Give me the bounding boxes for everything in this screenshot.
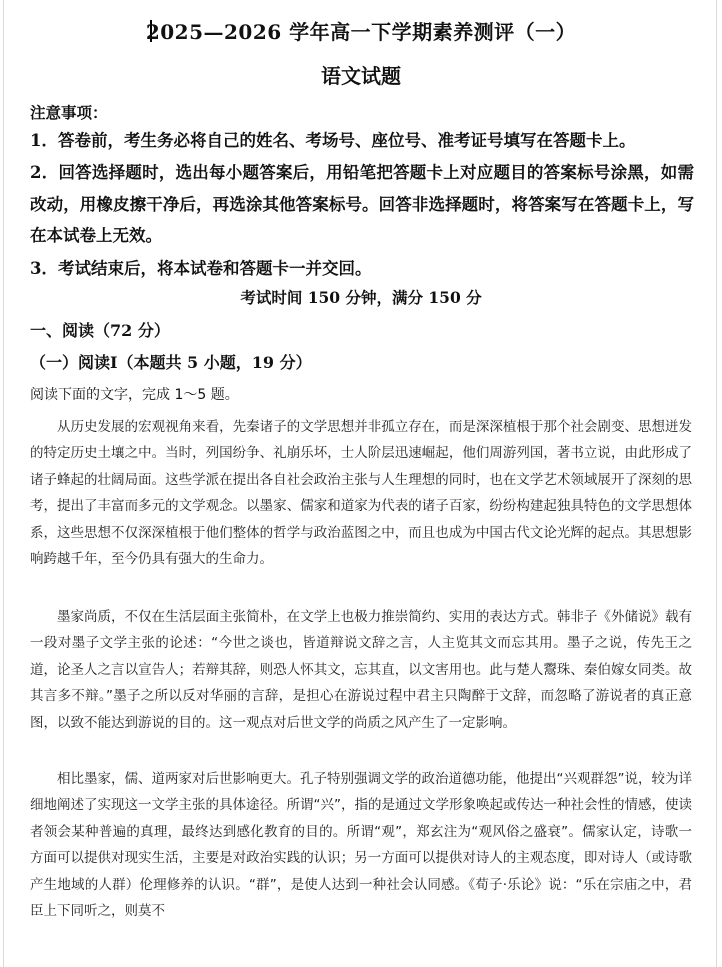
page-left-edge [3, 0, 4, 967]
reading-instruction: 阅读下面的文字，完成 1～5 题。 [30, 387, 239, 403]
notice-heading: 注意事项： [30, 103, 108, 122]
notice-item-3: 3．考试结束后，将本试卷和答题卡一并交回。 [30, 259, 372, 278]
exam-title: 2025—2026 学年高一下学期素养测评（一） [145, 20, 577, 44]
notice-item-2: 2．回答选择题时，选出每小题答案后，用铅笔把答题卡上对应题目的答案标号涂黑，如需改动，用橡皮擦干净后，再选涂其他答案标号。回答非选择题时，将答案写在答题卡上，写在本试卷上无效。 [30, 163, 694, 245]
exam-time: 考试时间 150 分钟，满分 150 分 [240, 288, 482, 307]
notice-item-1: 1．答卷前，考生务必将自己的姓名、考场号、座位号、准考证号填写在答题卡上。 [30, 131, 636, 150]
subsection-title: （一）阅读I（本题共 5 小题，19 分） [30, 353, 312, 372]
passage-paragraph-3: 相比墨家，儒、道两家对后世影响更大。孔子特别强调文学的政治道德功能，他提出“兴观群怨”说，较为详细地阐述了实现这一文学主张的具体途径。所谓“兴”，指的是通过文学形象唤起或传达一种社会性的情感，使读者领会某种普遍的真理，最终达到感化教育的目的。所谓“观”，郑玄注为“观风俗之盛衰”。儒家认定，诗歌一方面可以提供对现实生活，主要是对政治实践的认识；另一方面可以提供对诗人的主观态度，即对诗人（或诗歌产生地域的人群）伦理修养的认识。“群”，是使人达到一种社会认同感。《荀子·乐论》说：“乐在宗庙之中，君臣上下同听之，则莫不 [30, 771, 692, 920]
subject-title: 语文试题 [321, 64, 401, 88]
passage-paragraph-2: 墨家尚质，不仅在生活层面主张简朴，在文学上也极力推崇简约、实用的表达方式。韩非子《外储说》载有一段对墨子文学主张的论述：“今世之谈也，皆道辩说文辞之言，人主览其文而忘其用。墨子之说，传先王之道，论圣人之言以宣告人；若辩其辞，则恐人怀其文，忘其直，以文害用也。此与楚人鬻珠、秦伯嫁女同类。故其言多不辩。”墨子之所以反对华丽的言辞，是担心在游说过程中君主只陶醉于文辞，而忽略了游说者的真正意图，以致不能达到游说的目的。这一观点对后世文学的尚质之风产生了一定影响。 [30, 609, 692, 731]
section-title: 一、阅读（72 分） [30, 321, 170, 340]
passage-paragraph-1: 从历史发展的宏观视角来看，先秦诸子的文学思想并非孤立存在，而是深深植根于那个社会剧变、思想迸发的特定历史土壤之中。当时，列国纷争、礼崩乐坏，士人阶层迅速崛起，他们周游列国，著书立说，由此形成了诸子蜂起的壮阔局面。这些学派在提出各自社会政治主张与人生理想的同时，也在文学艺术领域展开了深刻的思考，提出了丰富而多元的文学观念。以墨家、儒家和道家为代表的诸子百家，纷纷构建起独具特色的文学思想体系，这些思想不仅深深植根于他们整体的哲学与政治蓝图之中，而且也成为中国古代文论光辉的起点。其思想影响跨越千年，至今仍具有强大的生命力。 [30, 419, 692, 568]
text-fade-overlay [330, 926, 450, 956]
page-right-edge [716, 0, 717, 967]
